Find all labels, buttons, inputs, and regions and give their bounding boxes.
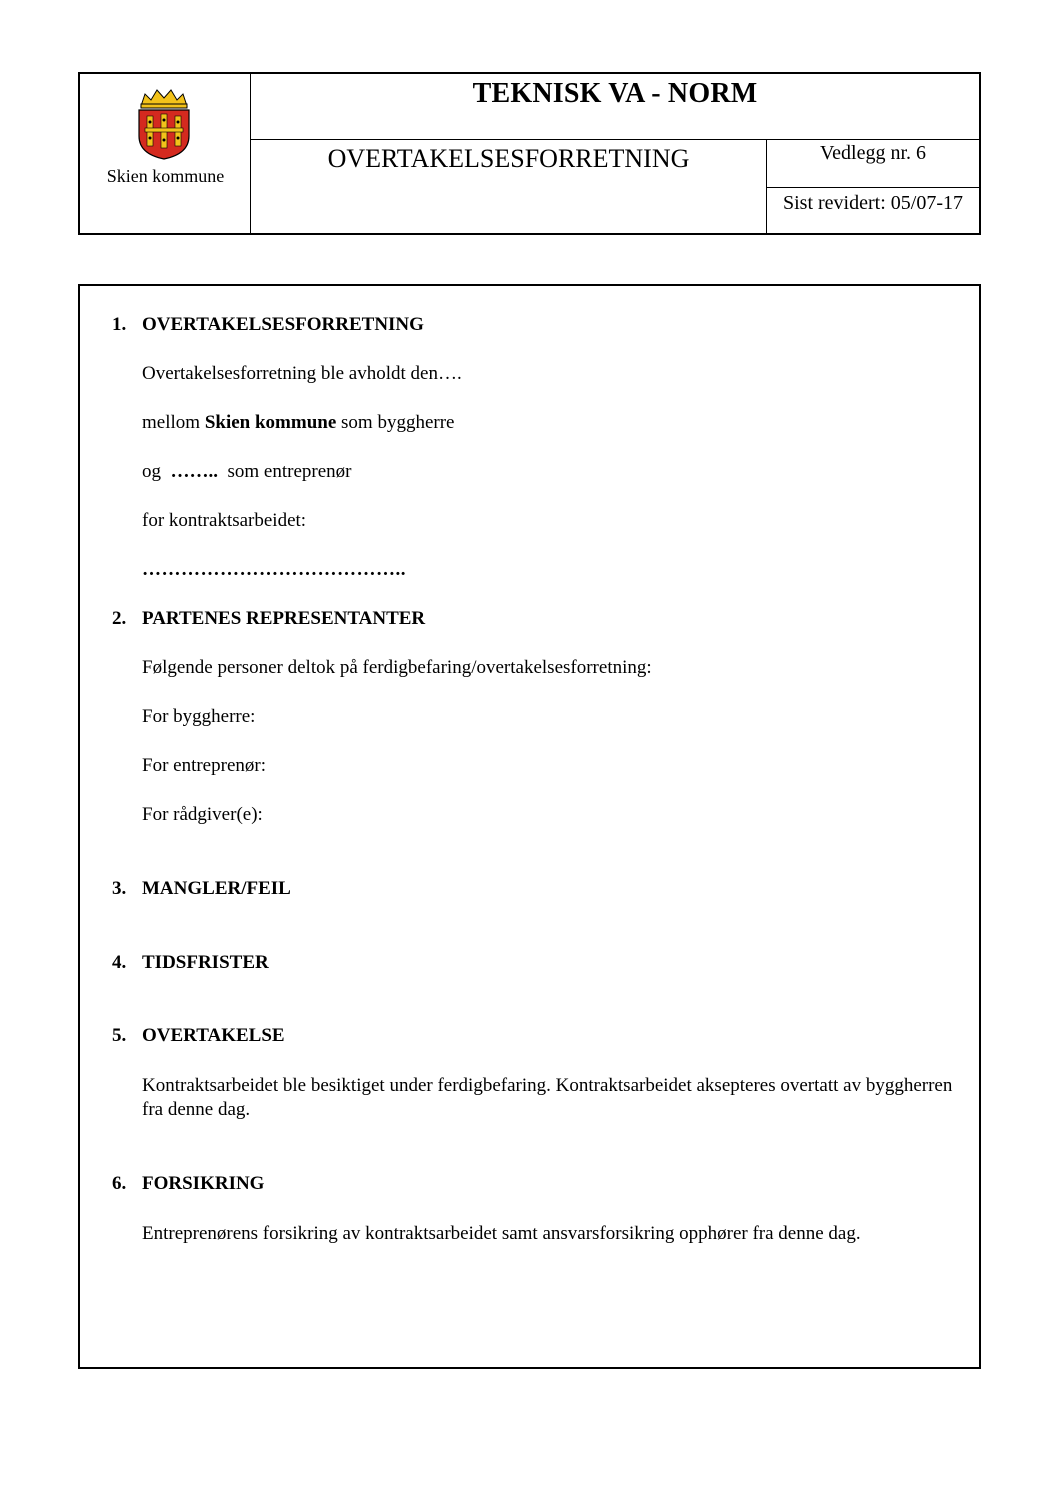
document-subtitle: OVERTAKELSESFORRETNING xyxy=(327,144,690,173)
meta-cell xyxy=(767,140,979,233)
section-title: TIDSFRISTER xyxy=(142,952,269,973)
document-title: TEKNISK VA - NORM xyxy=(472,78,758,109)
section-number: 1. xyxy=(112,314,127,335)
text-run: og xyxy=(142,461,171,482)
paragraph: Følgende personer deltok på ferdigbefaring/overtakelsesforretning: xyxy=(142,657,652,678)
organization-name: Skien kommune xyxy=(106,166,225,186)
bold-text: …….. xyxy=(170,461,218,482)
section-heading-4 xyxy=(112,952,269,974)
text-run: som byggherre xyxy=(336,412,455,433)
paragraph: Entreprenørens forsikring av kontraktsarbeidet samt ansvarsforsikring opphører fra denne dag. xyxy=(142,1223,861,1244)
content-box xyxy=(78,284,981,1369)
paragraph: Kontraktsarbeidet ble besiktiget under ferdigbefaring. Kontraktsarbeidet aksepteres overtatt av byggherren fra denne dag. xyxy=(142,1075,953,1120)
revision-date: Sist revidert: 05/07-17 xyxy=(783,192,963,214)
text-run: mellom xyxy=(142,412,205,433)
section-number: 4. xyxy=(112,952,127,973)
paragraph xyxy=(142,461,351,483)
skien-crest-icon xyxy=(135,86,193,160)
section-title: MANGLER/FEIL xyxy=(142,878,291,899)
dotted-line: ………………………………….. xyxy=(142,559,406,580)
paragraph xyxy=(142,412,454,434)
section-title: OVERTAKELSESFORRETNING xyxy=(142,314,424,335)
section-heading-5 xyxy=(112,1025,285,1047)
subtitle-cell xyxy=(251,140,767,233)
section-number: 5. xyxy=(112,1025,127,1046)
section-heading-3 xyxy=(112,878,291,900)
section-number: 6. xyxy=(112,1173,127,1194)
text-run: som entreprenør xyxy=(218,461,352,482)
section-title: OVERTAKELSE xyxy=(142,1025,285,1046)
document-header xyxy=(78,72,981,235)
logo-cell xyxy=(80,74,251,233)
paragraph: for kontraktsarbeidet: xyxy=(142,510,307,531)
paragraph: For byggherre: xyxy=(142,706,256,727)
section-heading-2 xyxy=(112,608,425,630)
bold-text: Skien kommune xyxy=(204,412,337,433)
paragraph: For entreprenør: xyxy=(142,755,266,776)
section-title: FORSIKRING xyxy=(142,1173,265,1194)
section-heading-6 xyxy=(112,1173,264,1195)
section-number: 3. xyxy=(112,878,127,899)
title-row xyxy=(251,74,979,140)
paragraph: Overtakelsesforretning ble avholdt den…. xyxy=(142,363,462,384)
section-number: 2. xyxy=(112,608,127,629)
attachment-number: Vedlegg nr. 6 xyxy=(767,140,979,188)
paragraph: For rådgiver(e): xyxy=(142,804,263,825)
section-title: PARTENES REPRESENTANTER xyxy=(142,608,426,629)
section-heading-1 xyxy=(112,314,424,336)
